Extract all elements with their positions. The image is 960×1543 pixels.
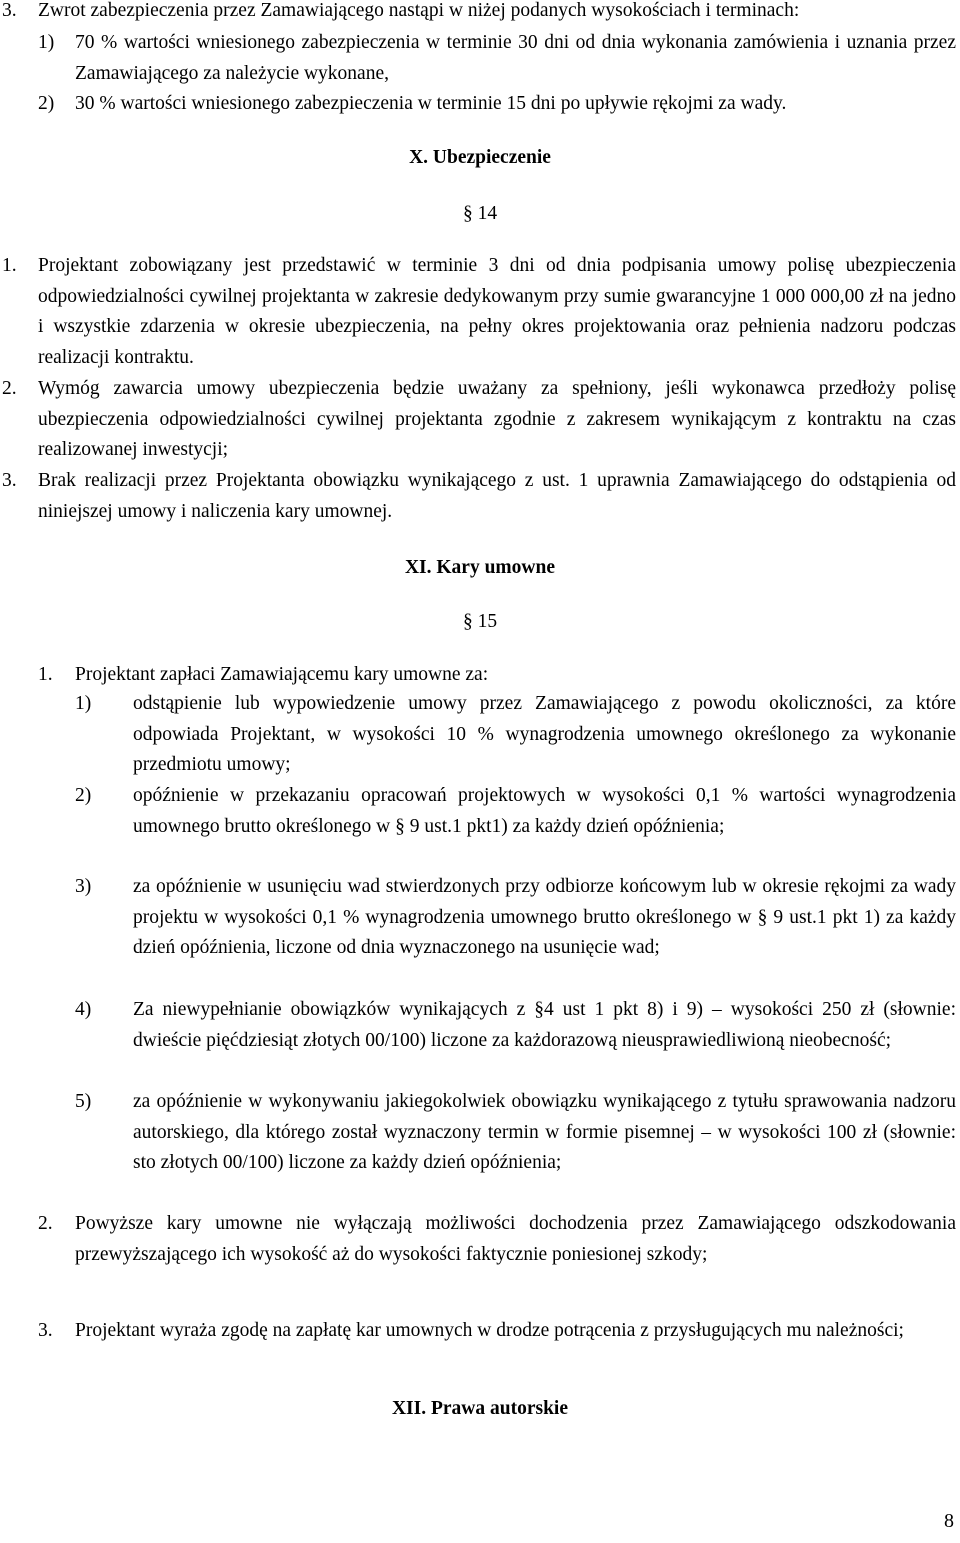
subitem-number: 1) [75, 693, 92, 714]
s9-item-3: Zwrot zabezpieczenia przez Zamawiającego nastąpi w niżej podanych wysokościach i terminach: [38, 0, 800, 21]
subitem-number: 2) [75, 785, 92, 806]
item-number: 3. [2, 0, 17, 21]
item-number: 3. [38, 1320, 53, 1341]
subitem-number: 5) [75, 1091, 92, 1112]
section-heading-x: X. Ubezpieczenie [409, 147, 551, 168]
s15-subitem-3: za opóźnienie w usunięciu wad stwierdzonych przy odbiorze końcowym lub w okresie rękojmi za wady projektu w wysokości 0,1 % wynagrodzenia umownego brutto określonego w § 9 ust.1 pkt 1) za każdy dzień opóźnienia, liczone od dnia wyznaczonego na usunięcie wad; [133, 876, 956, 959]
s9-subitem-1: 70 % wartości wniesionego zabezpieczenia w terminie 30 dni od dnia wykonania zamówienia i uznania przez Zamawiającego za należycie wykonane, [75, 32, 956, 84]
s15-subitem-2: opóźnienie w przekazaniu opracowań projektowych w wysokości 0,1 % wartości wynagrodzenia umownego brutto określonego w § 9 ust.1 pkt1) za każdy dzień opóźnienia; [133, 785, 956, 837]
page-number: 8 [944, 1510, 954, 1533]
paragraph-sign-15: § 15 [462, 611, 498, 632]
s15-item-3: Projektant wyraża zgodę na zapłatę kar umownych w drodze potrącenia z przysługujących mu należności; [75, 1320, 904, 1341]
subitem-number: 1) [38, 32, 55, 53]
subitem-number: 4) [75, 999, 92, 1020]
section-heading-xii: XII. Prawa autorskie [391, 1398, 569, 1419]
item-number: 1. [38, 664, 53, 685]
s15-subitem-5: za opóźnienie w wykonywaniu jakiegokolwiek obowiązku wynikającego z tytułu sprawowania nadzoru autorskiego, dla którego został wyznaczony termin w formie pisemnej – w wysokości 100 zł (słownie: sto złotych 00/100) liczone za każdy dzień opóźnienia; [133, 1091, 956, 1174]
s14-item-1 [38, 251, 956, 373]
s15-item-1-intro: Projektant zapłaci Zamawiającemu kary umowne za: [75, 664, 489, 685]
s14-item-3: Brak realizacji przez Projektanta obowiązku wynikającego z ust. 1 uprawnia Zamawiającego do odstąpienia od niniejszej umowy i naliczenia kary umownej. [38, 470, 956, 522]
section-heading-xi: XI. Kary umowne [404, 557, 556, 578]
s14-item-1-text: Projektant zobowiązany jest przedstawić w terminie 3 dni od dnia podpisania umowy polisę ubezpieczenia odpowiedzialności cywilnej projektanta w zakresie dedykowanym przy sumie gwarancyjne 1 000 000,00 zł na jedno i wszystkie zdarzenia w okresie ubezpieczenia, na pełny okres projektowania oraz pełnienia nadzoru podczas realizacji kontraktu. [38, 255, 956, 368]
item-number: 3. [2, 470, 17, 491]
s15-subitem-1: odstąpienie lub wypowiedzenie umowy przez Zamawiającego z powodu okoliczności, za które odpowiada Projektant, w wysokości 10 % wynagrodzenia umownego określonego za wykonanie przedmiotu umowy; [133, 693, 956, 776]
s15-item-2: Powyższe kary umowne nie wyłączają możliwości dochodzenia przez Zamawiającego odszkodowania przewyższającego ich wysokość aż do wysokości faktycznie poniesionej szkody; [75, 1213, 956, 1265]
item-number: 1. [2, 255, 17, 276]
item-number: 2. [38, 1213, 53, 1234]
s15-subitem-4: Za niewypełnianie obowiązków wynikających z §4 ust 1 pkt 8) i 9) – wysokości 250 zł (słownie: dwieście pięćdziesiąt złotych 00/100) liczone za każdorazową nieusprawiedliwioną nieobecność; [133, 999, 956, 1051]
paragraph-sign-14: § 14 [462, 203, 498, 224]
s14-item-2: Wymóg zawarcia umowy ubezpieczenia będzie uważany za spełniony, jeśli wykonawca przedłoży polisę ubezpieczenia odpowiedzialności cywilnej projektanta zgodnie z zakresem wynikającym z kontraktu na czas realizowanej inwestycji; [38, 378, 956, 461]
subitem-number: 2) [38, 93, 55, 114]
item-number: 2. [2, 378, 17, 399]
subitem-number: 3) [75, 876, 92, 897]
s9-subitem-2: 30 % wartości wniesionego zabezpieczenia w terminie 15 dni po upływie rękojmi za wady. [75, 93, 787, 114]
